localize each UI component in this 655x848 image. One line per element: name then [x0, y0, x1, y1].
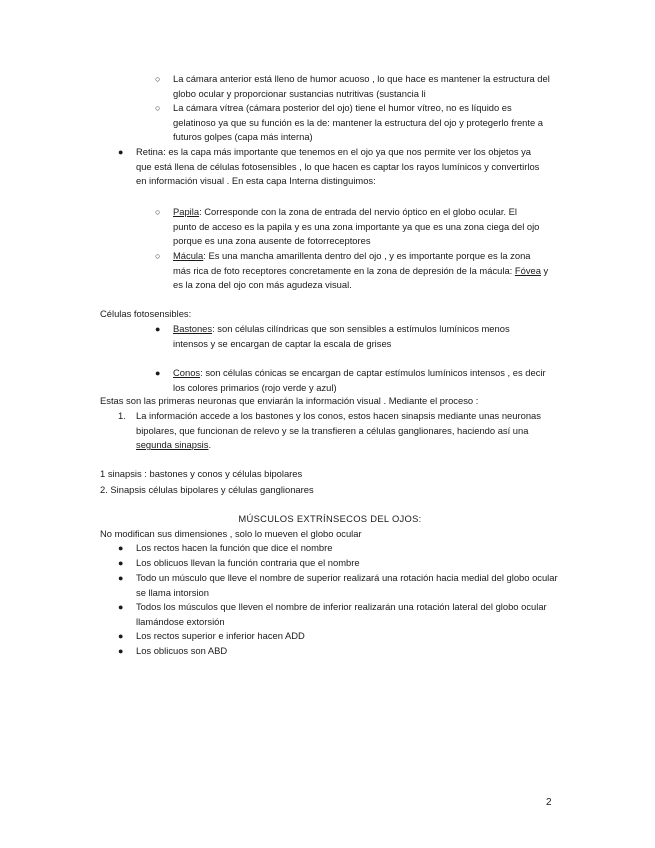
bullet-icon: ● — [118, 147, 124, 157]
conos-text: : son células cónicas se encargan de captar estímulos lumínicos intensos , es decir los colores primarios (rojo verde y azul) — [173, 367, 546, 393]
retina-text: : es la capa más importante que tenemos en el ojo ya que nos permite ver los objetos ya que está llena de células fotosensibles , lo que hacen es captar los rayos lumínicos y convertirlos en información visual . En esta capa Interna distinguimos: — [136, 146, 540, 187]
bullet-icon: ● — [118, 543, 124, 553]
macula-label: Mácula — [173, 250, 204, 261]
step-paragraph — [136, 409, 546, 453]
list-item: Los rectos superior e inferior hacen ADD — [136, 630, 305, 641]
circle-bullet-icon: ○ — [155, 251, 161, 261]
list-item: Todo un músculo que lleve el nombre de superior realizará una rotación hacia medial del globo ocular se llama intorsion — [136, 572, 558, 598]
list-number: 1. — [118, 410, 126, 421]
macula-text-end: y es la zona del ojo con más agudeza visual. — [173, 264, 549, 291]
segunda-sinapsis: segunda sinapsis — [136, 439, 209, 451]
bullet-icon: ● — [118, 558, 124, 568]
conos-label: Conos — [173, 367, 201, 378]
bastones-text: : son células cilíndricas que son sensibles a estímulos lumínicos menos intensos y se encargan de captar la escala de grises — [173, 323, 510, 349]
bastones-paragraph — [173, 322, 545, 351]
conos-paragraph — [173, 366, 548, 395]
macula-paragraph — [173, 249, 549, 293]
papila-label: Papila — [173, 206, 200, 217]
list-item: La cámara vítrea (cámara posterior del ojo) tiene el humor vítreo, no es líquido es gelatinoso ya que su función es la de: mantener la estructura del ojo y protegerlo frente a futuros golpes (capa más interna) — [173, 102, 544, 143]
list-item: Todos los músculos que lleven el nombre de inferior realizarán una rotación lateral del globo ocular llamándose extorsión — [136, 601, 547, 627]
retina-label: Retina — [136, 146, 164, 157]
fovea-label: Fóvea — [514, 264, 541, 276]
bullet-icon: ● — [155, 324, 161, 334]
bullet-icon: ● — [118, 646, 124, 656]
list-item: La cámara anterior está lleno de humor acuoso , lo que hace es mantener la estructura del globo ocular y proporcionar sustancias nutritivas (sustancia li — [173, 73, 550, 99]
circle-bullet-icon: ○ — [155, 207, 161, 217]
musculos-intro: No modifican sus dimensiones , solo lo mueven el globo ocular — [100, 528, 362, 539]
bullet-icon: ● — [118, 602, 124, 612]
bullet-icon: ● — [155, 368, 161, 378]
macula-text: : Es una mancha amarillenta dentro del ojo , y es importante porque es la zona más rica de foto receptores concretamente en la zona de depresión de la mácula: — [173, 250, 531, 276]
section-heading: Células fotosensibles: — [100, 308, 192, 319]
bullet-icon: ● — [118, 573, 124, 583]
page-number: 2 — [546, 797, 552, 808]
list-item: Los oblicuos llevan la función contraria que el nombre — [136, 557, 360, 568]
section-title: MÚSCULOS EXTRÍNSECOS DEL OJOS: — [238, 513, 422, 524]
list-item: Los rectos hacen la función que dice el nombre — [136, 542, 333, 553]
circle-bullet-icon: ○ — [155, 74, 161, 84]
bastones-label: Bastones — [173, 323, 213, 334]
step-end: . — [208, 439, 212, 451]
papila-text: : Corresponde con la zona de entrada del nervio óptico en el globo ocular. El punto de acceso es la papila y es una zona importante ya que es una zona ciega del ojo porque es una zona ausente de fotorreceptores — [173, 206, 540, 247]
sinapsis-line: 1 sinapsis : bastones y conos y células bipolares — [100, 468, 303, 479]
step-text: La información accede a los bastones y los conos, estos hacen sinapsis mediante unas neuronas bipolares, que funcionan de relevo y se la transfieren a células ganglionares, haciendo así una — [136, 410, 541, 436]
list-item: Los oblicuos son ABD — [136, 645, 228, 656]
neuronas-intro: Estas son las primeras neuronas que enviarán la información visual . Mediante el proceso : — [100, 395, 479, 406]
retina-paragraph — [136, 145, 542, 189]
circle-bullet-icon: ○ — [155, 103, 161, 113]
sinapsis-line: 2. Sinapsis células bipolares y células ganglionares — [100, 484, 314, 495]
papila-paragraph — [173, 205, 543, 249]
bullet-icon: ● — [118, 631, 124, 641]
